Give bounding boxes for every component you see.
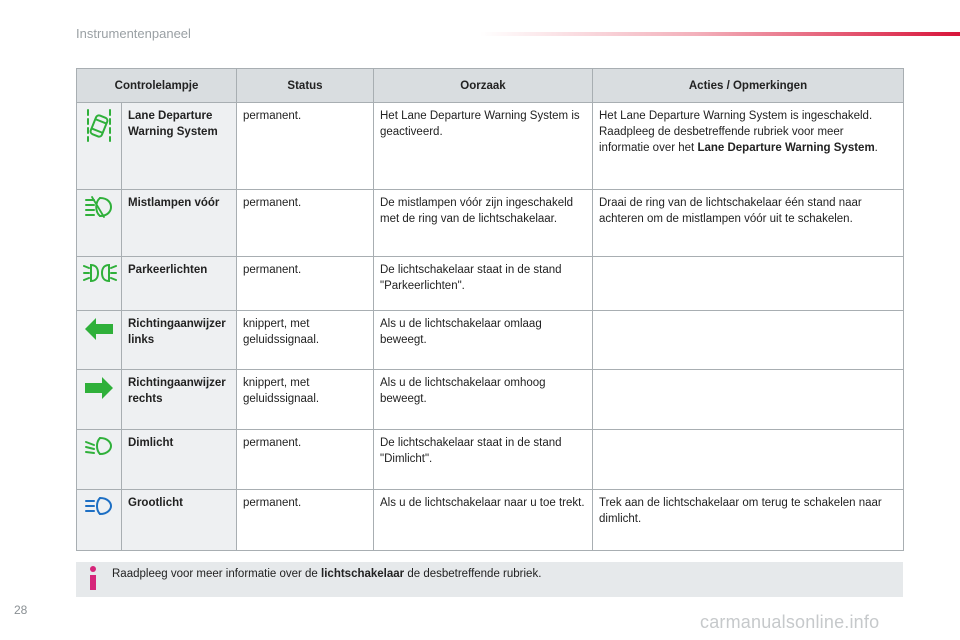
lamp-action	[593, 257, 904, 311]
column-header-actions: Acties / Opmerkingen	[593, 69, 904, 103]
column-header-status: Status	[237, 69, 374, 103]
lamp-status: permanent.	[237, 430, 374, 490]
table-row	[77, 103, 904, 190]
lamp-cause: Als u de lichtschakelaar naar u toe trekt.	[374, 490, 593, 551]
lamp-action	[593, 430, 904, 490]
lamp-name: Mistlampen vóór	[122, 190, 237, 257]
lamp-action-text: Het Lane Departure Warning System is ingeschakeld. Raadpleeg de desbetreffende rubriek voor meer informatie over het	[599, 110, 873, 154]
lamp-status: knippert, met geluidssignaal.	[237, 370, 374, 430]
lamp-name: Richtingaanwijzer links	[122, 311, 237, 370]
lamp-action: Draai de ring van de lichtschakelaar één stand naar achteren om de mistlampen vóór uit te schakelen.	[593, 190, 904, 257]
table-row	[77, 430, 904, 490]
table-row	[77, 370, 904, 430]
info-note	[76, 562, 903, 597]
lamp-name: Grootlicht	[122, 490, 237, 551]
column-header-lamp: Controlelampje	[77, 69, 237, 103]
lamp-action-end: .	[874, 142, 878, 154]
page-title: Instrumentenpaneel	[76, 26, 191, 41]
lamp-cause: De lichtschakelaar staat in de stand "Parkeerlichten".	[374, 257, 593, 311]
page-number: 28	[14, 603, 28, 617]
lamp-action	[593, 370, 904, 430]
table-row	[77, 257, 904, 311]
lamp-status: permanent.	[237, 103, 374, 190]
lamp-action: Trek aan de lichtschakelaar om terug te schakelen naar dimlicht.	[593, 490, 904, 551]
watermark: carmanualsonline.info	[700, 612, 880, 632]
header-accent-bar	[480, 32, 960, 36]
lamp-name: Lane Departure Warning System	[122, 103, 237, 190]
lamp-cause: Als u de lichtschakelaar omhoog beweegt.	[374, 370, 593, 430]
lamp-status: knippert, met geluidssignaal.	[237, 311, 374, 370]
lamp-name: Dimlicht	[122, 430, 237, 490]
lamp-name: Richtingaanwijzer rechts	[122, 370, 237, 430]
table-header-row	[77, 69, 904, 103]
lamp-status: permanent.	[237, 257, 374, 311]
parking-lights-icon	[83, 262, 117, 284]
info-text-start: Raadpleeg voor meer informatie over de	[112, 568, 322, 580]
table-row	[77, 190, 904, 257]
table-row	[77, 490, 904, 551]
lamp-action	[593, 311, 904, 370]
column-header-cause: Oorzaak	[374, 69, 593, 103]
lamp-cause: Als u de lichtschakelaar omlaag beweegt.	[374, 311, 593, 370]
lamp-cause: De lichtschakelaar staat in de stand "Dimlicht".	[374, 430, 593, 490]
info-text-bold: lichtschakelaar	[321, 568, 405, 580]
lamp-cause: Het Lane Departure Warning System is geactiveerd.	[374, 103, 593, 190]
info-icon	[86, 565, 100, 591]
lamp-name: Parkeerlichten	[122, 257, 237, 311]
lamp-status: permanent.	[237, 190, 374, 257]
info-text	[112, 568, 541, 580]
lamp-status: permanent.	[237, 490, 374, 551]
right-turn-signal-icon	[83, 375, 115, 401]
info-text-end: de desbetreffende rubriek.	[404, 568, 542, 580]
dipped-beam-icon	[84, 435, 114, 457]
lamp-cause: De mistlampen vóór zijn ingeschakeld met de ring van de lichtschakelaar.	[374, 190, 593, 257]
lane-departure-warning-icon	[84, 108, 114, 142]
front-fog-lamp-icon	[84, 195, 114, 219]
warning-lamp-table	[76, 68, 904, 551]
table-row	[77, 311, 904, 370]
lamp-action	[593, 103, 904, 190]
left-turn-signal-icon	[83, 316, 115, 342]
lamp-action-bold: Lane Departure Warning System	[697, 142, 875, 154]
main-beam-icon	[84, 495, 114, 517]
